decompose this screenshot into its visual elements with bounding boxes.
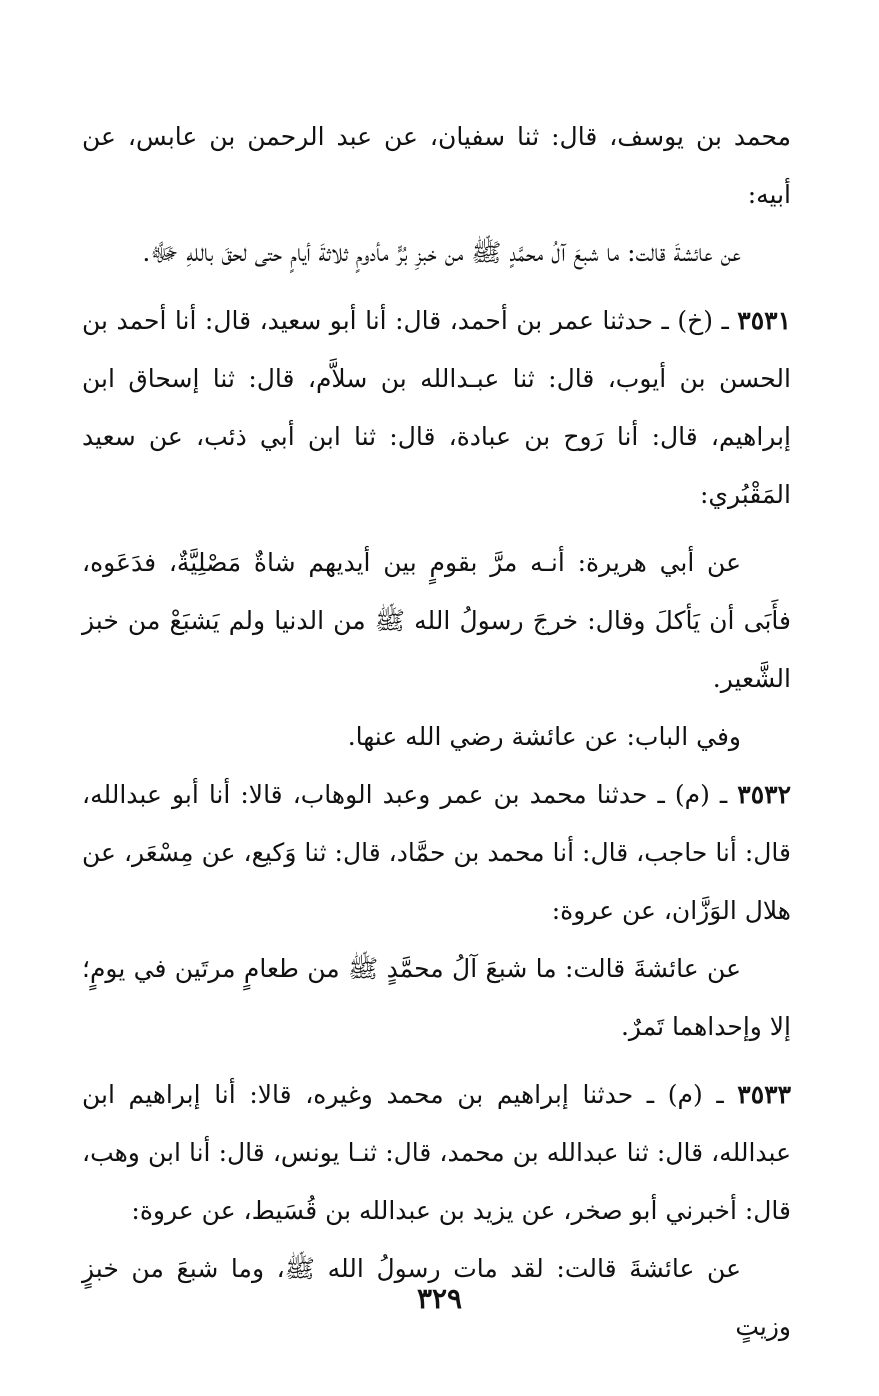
hadith-number: ٣٥٣٣ (737, 1080, 791, 1109)
paragraph-text: ـ (م) ـ حدثنا محمد بن عمر وعبد الوهاب، قالا: أنا أبو عبدالله، قال: أنا حاجب، قال: أنا محمد بن حمَّاد، قال: ثنا وَكيع، عن مِسْعَر، عن هلال الوَزَّان، عن عروة: (82, 780, 791, 925)
body-text (82, 108, 791, 1356)
paragraph-bab-note (82, 708, 791, 766)
paragraph-text: وفي الباب: عن عائشة رضي الله عنها. (347, 722, 741, 751)
paragraph-hadith-text (82, 224, 791, 282)
paragraph-chain-intro (82, 108, 791, 224)
paragraph-hadith-3531 (82, 292, 791, 524)
paragraph-hadith-text (82, 940, 791, 1056)
paragraph-text: ـ (خ) ـ حدثنا عمر بن أحمد، قال: أنا أبو سعيد، قال: أنا أحمد بن الحسن بن أيوب، قال: ثنا عبـدالله بن سلاَّم، قال: ثنا إسحاق ابن إبراهيم، قال: أنا رَوح بن عبادة، قال: ثنا ابن أبي ذئب، عن سعيد المَقْبُري: (82, 306, 791, 509)
paragraph-text: عن أبي هريرة: أنـه مرَّ بقومٍ بين أيديهم شاةٌ مَصْلِيَّةٌ، فدَعَوه، فأَبَى أن يَأكلَ وقال: خرجَ رسولُ الله ﷺ من الدنيا ولم يَشبَعْ من خبز الشَّعير. (82, 548, 791, 693)
paragraph-hadith-text (82, 534, 791, 708)
hadith-number: ٣٥٣١ (737, 306, 791, 335)
paragraph-text: عن عائشةَ قالت: لقد مات رسولُ الله ﷺ، وما شبعَ من خبزٍ وزيتٍ (82, 1254, 791, 1341)
paragraph-text: عن عائشةَ قالت: ما شبعَ آلُ محمَّدٍ ﷺ من خبزِ بُرٍّ مأدومٍ ثلاثةَ أيامٍ حتى لحقَ باللهِ ﷻ. (142, 238, 741, 267)
hadith-number: ٣٥٣٢ (737, 780, 791, 809)
paragraph-text: محمد بن يوسف، قال: ثنا سفيان، عن عبد الرحمن بن عابس، عن أبيه: (82, 122, 791, 209)
paragraph-text: عن عائشةَ قالت: ما شبعَ آلُ محمَّدٍ ﷺ من طعامٍ مرتَين في يومٍ؛ إلا وإحداهما تَمرٌ. (82, 954, 791, 1041)
paragraph-hadith-3533 (82, 1066, 791, 1240)
page-number: ٣٢٩ (416, 1282, 463, 1315)
paragraph-hadith-3532 (82, 766, 791, 940)
paragraph-text: ـ (م) ـ حدثنا إبراهيم بن محمد وغيره، قالا: أنا إبراهيم ابن عبدالله، قال: ثنا عبدالله بن محمد، قال: ثنـا يونس، قال: أنا ابن وهب، قال: أخبرني أبو صخر، عن يزيد بن عبدالله بن قُسَيط، عن عروة: (82, 1080, 791, 1225)
